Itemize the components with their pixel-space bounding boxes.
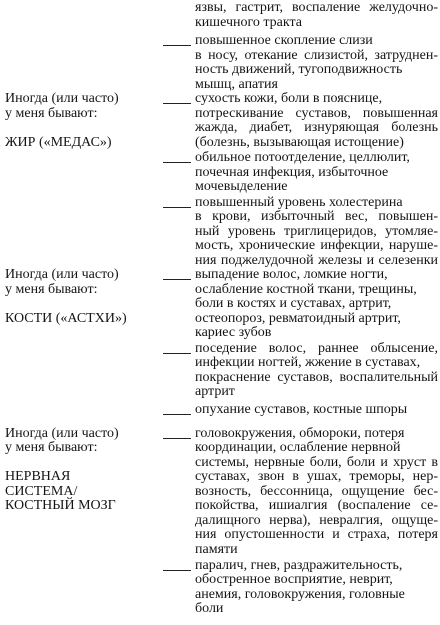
symptom-text-line: мость, хронические инфекции, наруше- (195, 238, 438, 253)
section-label (0, 268, 162, 417)
symptom-text-line: потрескивание суставов, повышенная (195, 105, 438, 121)
symptom-text-line: повышенное скопление слизи (195, 33, 373, 48)
label-spacer (5, 297, 162, 312)
symptom-entry (162, 196, 438, 269)
symptom-text-line: далищного нерва), невралгия, ощуще- (195, 512, 438, 528)
symptom-entry (162, 427, 438, 558)
section-intro-line: у меня бывают: (5, 440, 98, 455)
symptom-text-line: боли в костях и суставах, артрит, (195, 296, 392, 311)
symptom-text-line: повышенный уровень холестерина (195, 194, 403, 210)
answer-blank (163, 353, 191, 354)
symptom-text-line: выпадение волос, ломкие ногти, (195, 267, 388, 282)
symptom-text-line: опухание суставов, костные шпоры (195, 401, 408, 417)
symptom-text-line: памяти (195, 541, 238, 557)
symptom-text-line: ослабление костной ткани, трещины, (195, 281, 417, 297)
symptom-text-line: обостренное восприятие, неврит, (195, 572, 393, 587)
symptom-text-line: кариес зубов (195, 325, 272, 340)
answer-blank (163, 438, 191, 439)
section-intro-line: Иногда (или часто) (5, 425, 119, 441)
symptom-text-line: артрит (195, 384, 235, 399)
symptom-text-line: инфекции ногтей, жжение в суставах, (195, 355, 421, 370)
section-intro-line: Иногда (или часто) (5, 91, 119, 106)
label-spacer (5, 121, 162, 136)
symptom-text-line: ния опустошенности и страха, потеря (195, 527, 438, 542)
symptom-text-line: остеопороз, ревматоидный артрит, (195, 310, 401, 326)
symptom-text-line: мочевыделение (195, 179, 288, 194)
section-bones (0, 268, 440, 417)
symptom-text-line: жажда, диабет, изнуряющая болезнь (195, 120, 438, 135)
symptom-text-line: координации, ослабление нервной (195, 440, 401, 455)
section-label (0, 427, 162, 617)
answer-blank (163, 162, 191, 163)
symptom-entry (162, 34, 438, 92)
answer-blank (163, 45, 191, 46)
symptom-text-line: возность, бессонница, ощущение бес- (195, 483, 438, 499)
symptom-text-line: боли (195, 601, 224, 616)
answer-blank (163, 207, 191, 208)
symptom-text-line: язвы, гастрит, воспаление желудочно- (195, 0, 438, 15)
symptom-text-line: покойства, ишиалгия (воспаление се- (195, 498, 438, 513)
symptom-text-line: в носу, отекание слизистой, затруднен- (195, 47, 438, 63)
symptom-text-line: в крови, избыточный вес, повышен- (195, 209, 438, 224)
section-nervous-system (0, 427, 440, 617)
symptom-list (162, 92, 438, 268)
symptom-entry (162, 559, 438, 617)
symptom-text-line: кишечного тракта (195, 14, 302, 30)
symptom-list (162, 1, 438, 92)
section-fat (0, 92, 440, 268)
continued-entries (0, 1, 440, 92)
symptom-list (162, 268, 438, 417)
symptom-text-line: суставах, звон в ушах, треморы, нер- (195, 469, 438, 484)
section-intro-line: у меня бывают: (5, 105, 98, 121)
answer-blank (163, 103, 191, 104)
symptom-list (162, 427, 438, 617)
symptom-entry (162, 151, 438, 195)
symptom-text-line: покраснение суставов, воспалительный (195, 369, 438, 385)
symptom-text-line: ный уровень триглицеридов, утомляе- (195, 223, 438, 239)
symptom-text-line: паралич, гнев, раздражительность, (195, 557, 403, 573)
section-label-empty (0, 1, 162, 92)
answer-blank (163, 414, 191, 415)
section-title: КОСТИ («АСТХИ») (5, 310, 127, 326)
symptom-text-line: обильное потоотделение, целлюлит, (195, 150, 410, 165)
symptom-text-line: системы, нервные боли, боли и хруст в (195, 454, 438, 470)
section-title: СИСТЕМА/ (5, 483, 78, 499)
answer-blank (163, 570, 191, 571)
section-title: НЕРВНАЯ (5, 469, 71, 484)
section-label (0, 92, 162, 268)
symptom-text-line: мышц, апатия (195, 76, 278, 92)
section-title: КОСТНЫЙ МОЗГ (5, 498, 116, 513)
symptom-entry (162, 342, 438, 400)
symptom-text-line: сухость кожи, боли в пояснице, (195, 91, 383, 106)
symptom-text-line: ния поджелудочной железы и селезенки (195, 252, 438, 268)
symptom-text-line: ность движений, тугоподвижность (195, 62, 403, 77)
label-spacer (5, 456, 162, 471)
section-intro-line: у меня бывают: (5, 281, 98, 297)
section-intro-line: Иногда (или часто) (5, 267, 119, 282)
symptom-entry (162, 268, 438, 341)
symptom-entry (162, 1, 438, 30)
symptom-text-line: (болезнь, вызывающая истощение) (195, 134, 404, 150)
symptom-text-line: поседение волос, раннее облысение, (195, 340, 438, 356)
symptom-entry (162, 92, 438, 150)
section-title: ЖИР («МЕДАС») (5, 134, 112, 150)
symptom-text-line: почечная инфекция, избыточное (195, 164, 389, 180)
symptom-entry (162, 403, 438, 418)
symptom-text-line: анемия, головокружения, головные (195, 586, 405, 602)
symptom-text-line: головокружения, обмороки, потеря (195, 425, 405, 441)
answer-blank (163, 279, 191, 280)
